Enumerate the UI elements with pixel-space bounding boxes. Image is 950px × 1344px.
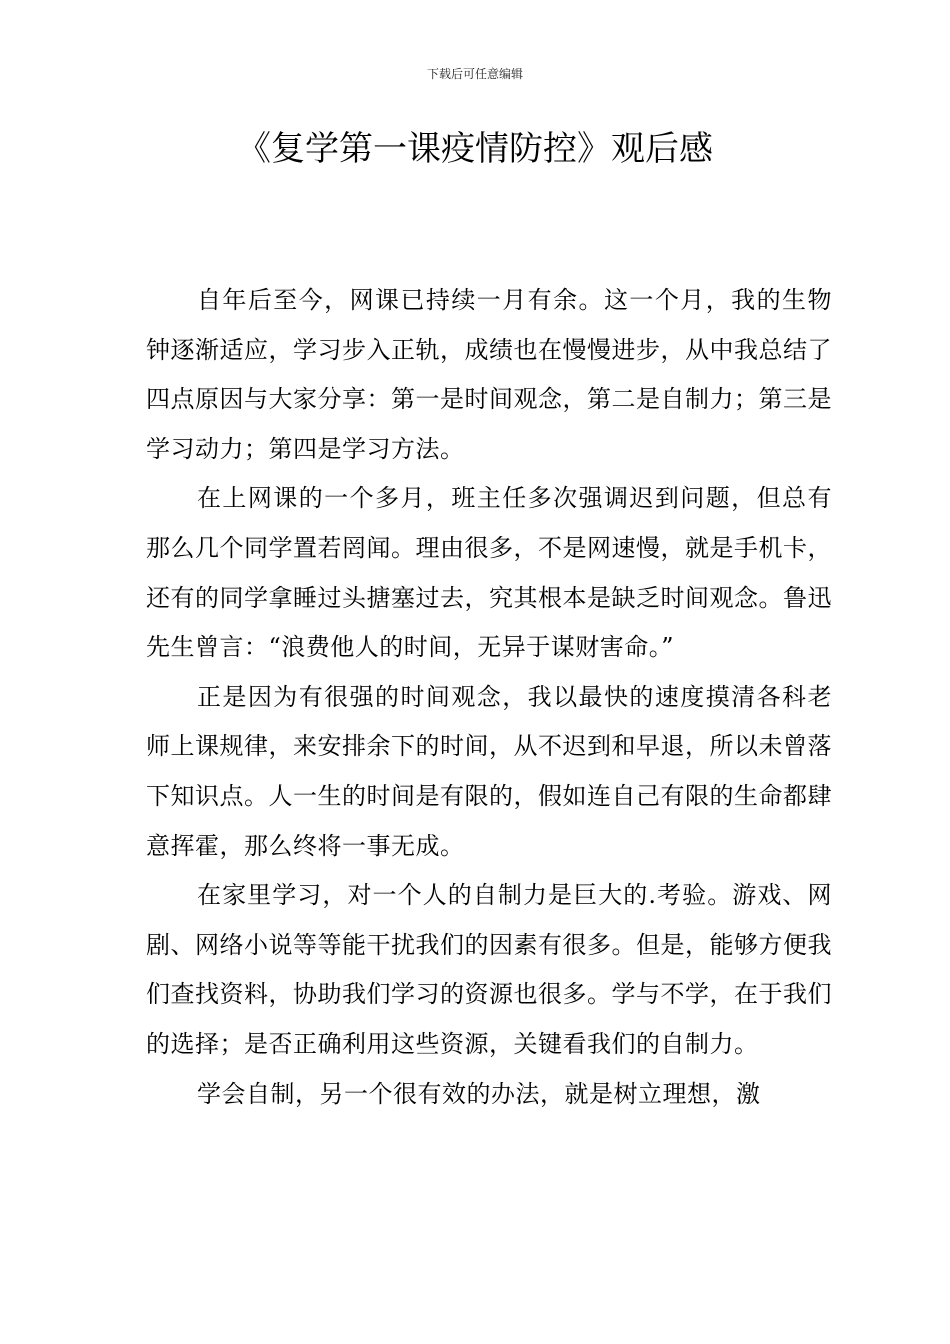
header-note: 下载后可任意编辑 <box>426 67 523 81</box>
paragraph: 在上网课的一个多月，班主任多次强调迟到问题，但总有那么几个同学置若罔闻。理由很多，不是网速慢，就是手机卡，还有的同学拿睡过头搪塞过去，究其根本是缺乏时间观念。鲁迅先生曾言：“浪费他人的时间，无异于谋财害命。” <box>146 484 832 662</box>
document-body <box>146 276 832 1119</box>
document-title: 《复学第一课疫情防控》观后感 <box>237 129 713 169</box>
paragraph: 正是因为有很强的时间观念，我以最快的速度摸清各科老师上课规律，来安排余下的时间，从不迟到和早退，所以未曾落下知识点。人一生的时间是有限的，假如连自己有限的生命都肆意挥霍，那么终将一事无成。 <box>146 682 832 860</box>
paragraph: 自年后至今，网课已持续一月有余。这一个月，我的生物钟逐渐适应，学习步入正轨，成绩也在慢慢进步，从中我总结了四点原因与大家分享：第一是时间观念，第二是自制力；第三是学习动力；第四是学习方法。 <box>146 286 832 463</box>
paragraph: 学会自制，另一个很有效的办法，就是树立理想，激 <box>197 1079 761 1108</box>
paragraph: 在家里学习，对一个人的自制力是巨大的.考验。游戏、网剧、网络小说等等能干扰我们的因素有很多。但是，能够方便我们查找资料，协助我们学习的资源也很多。学与不学，在于我们的选择；是否正确利用这些资源，关键看我们的自制力。 <box>146 881 832 1058</box>
